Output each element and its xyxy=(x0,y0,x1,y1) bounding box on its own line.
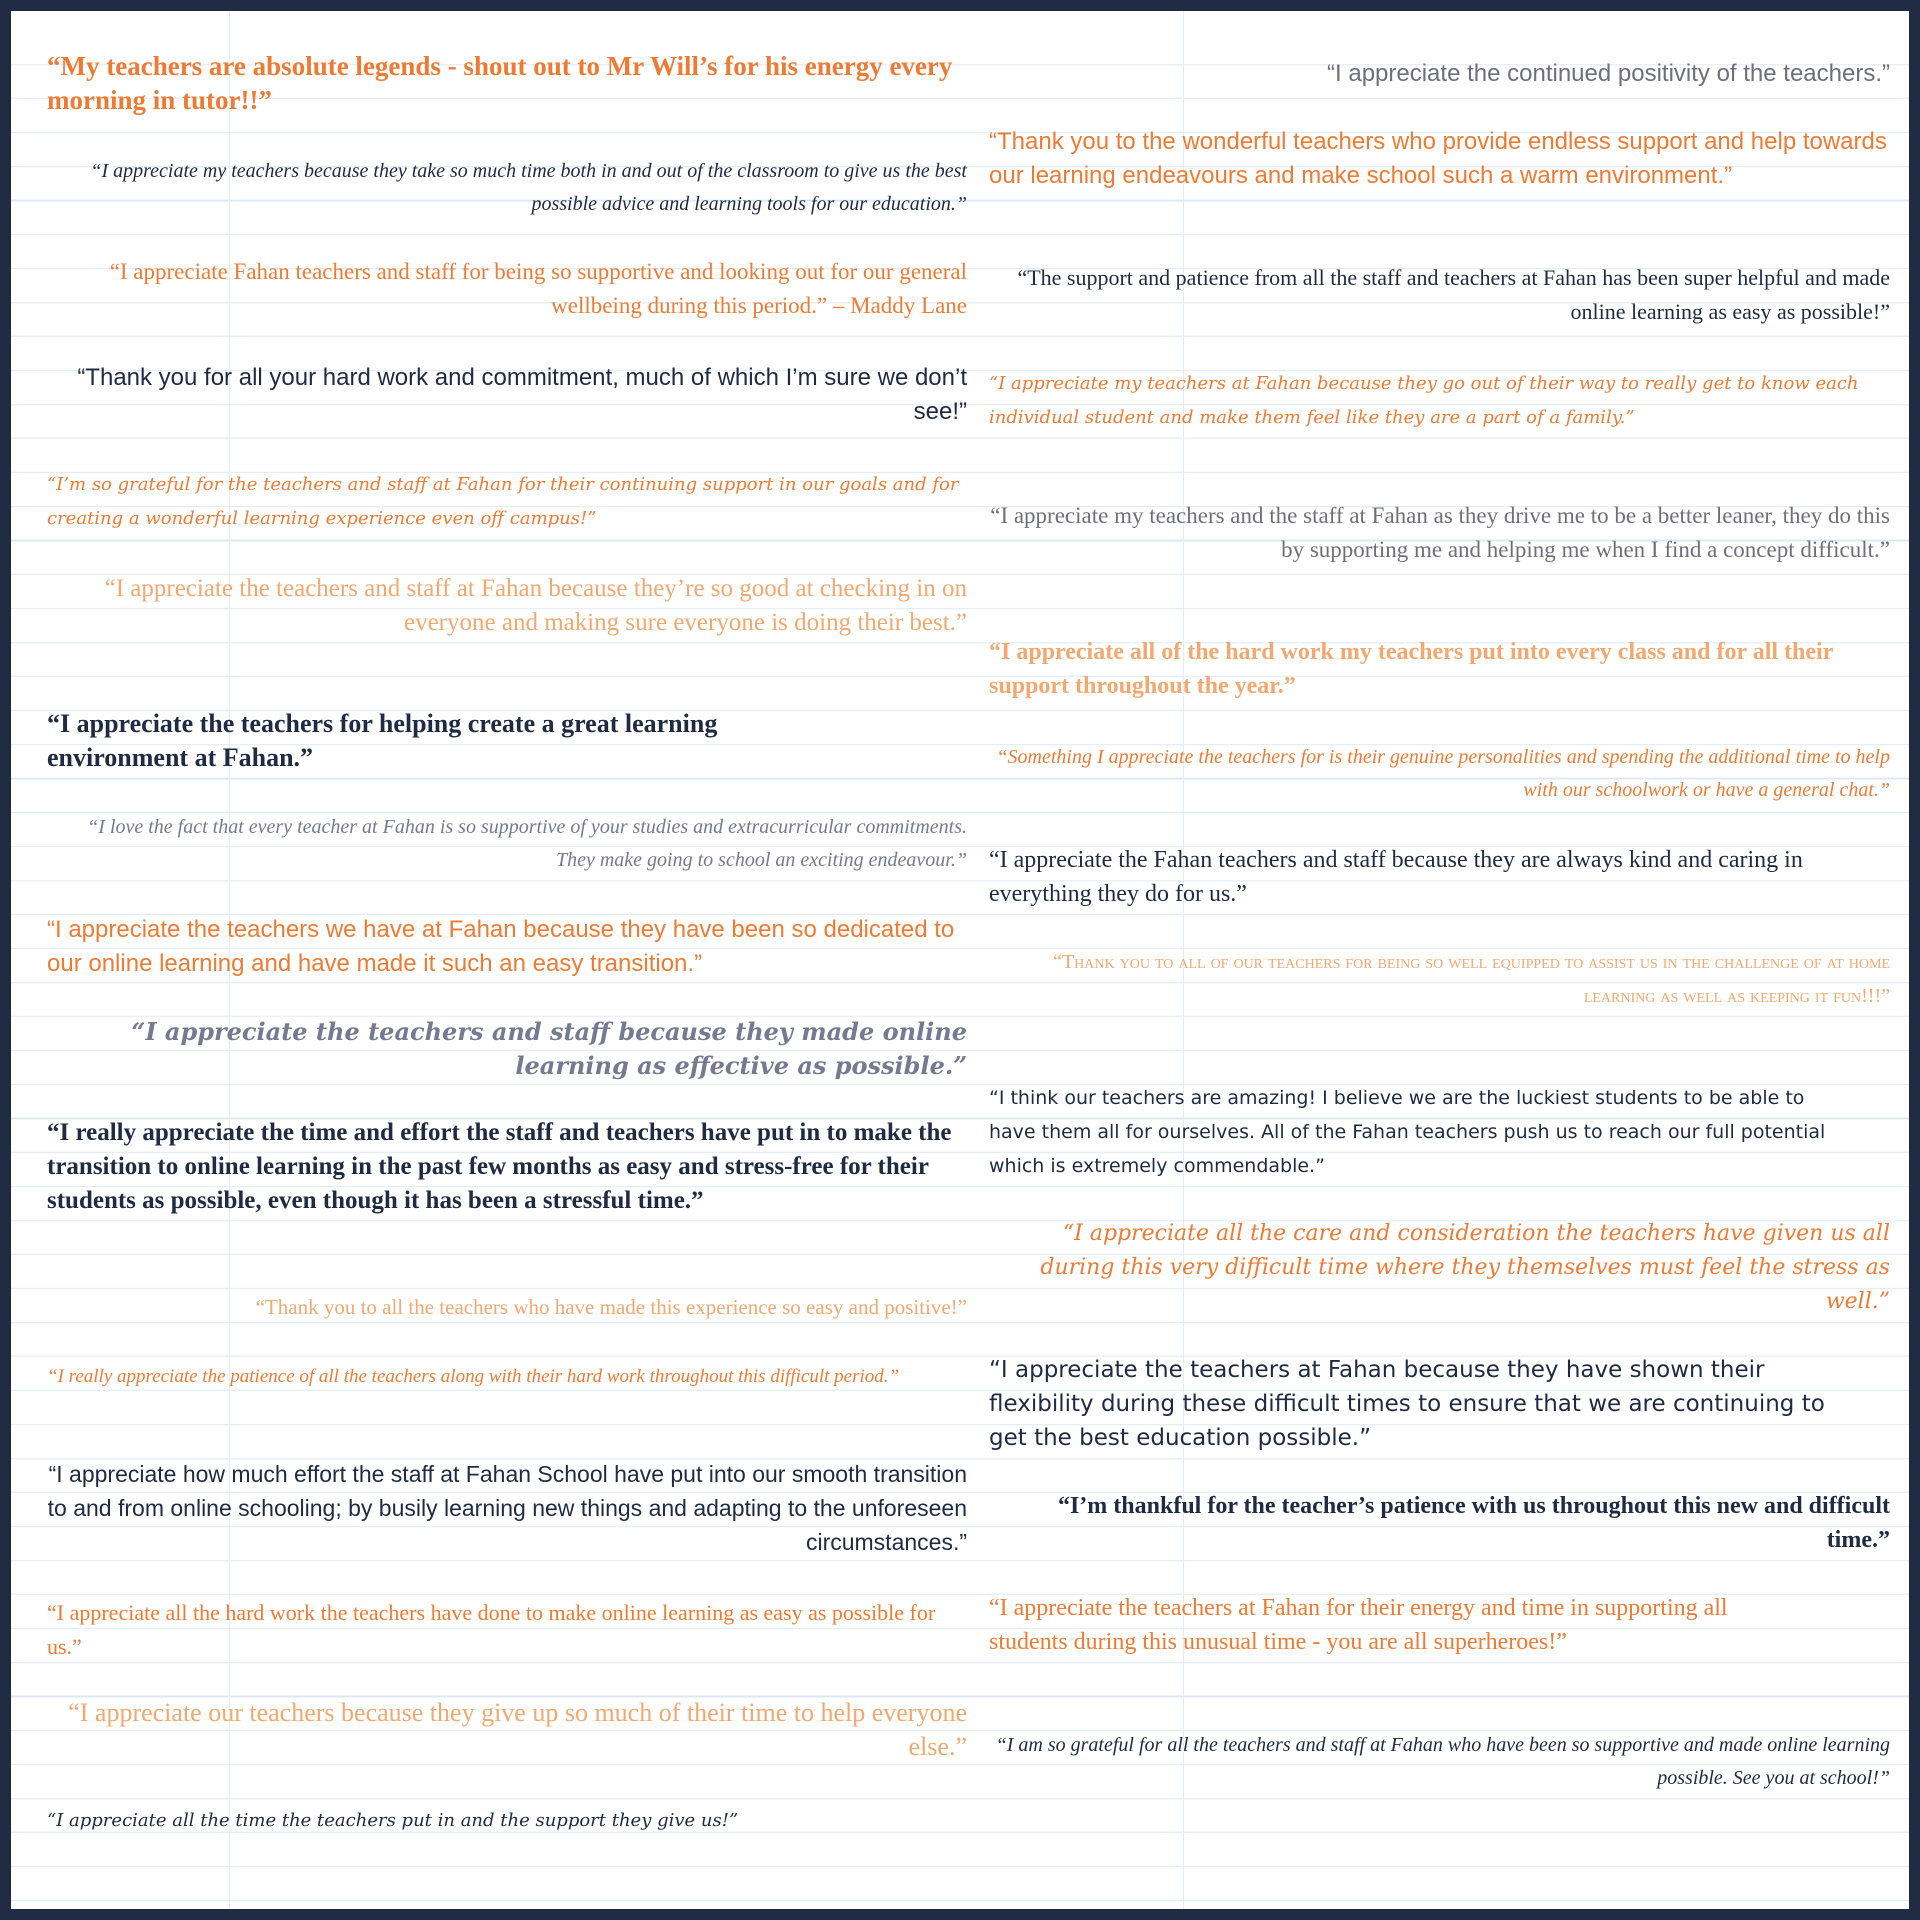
quote: “I appreciate the teachers we have at Fahan because they have been so dedicated to our online learning and have made it such an easy transition.” xyxy=(47,916,955,977)
quote: “I appreciate the continued positivity of the teachers.” xyxy=(1327,60,1890,87)
quote: “I appreciate my teachers and the staff at Fahan as they drive me to be a better leaner, they do this by supporting me and helping me when I find a concept difficult.” xyxy=(990,503,1890,562)
quote: “I think our teachers are amazing! I believe we are the luckiest students to be able to have them all for ourselves. All of the Fahan teachers push us to reach our full potential which is extremely commendable.” xyxy=(989,1087,1826,1177)
quote: “I’m so grateful for the teachers and staff at Fahan for their continuing support in our goals and for creating a wonderful learning experience even off campus!” xyxy=(47,474,959,529)
quote: “I love the fact that every teacher at Fahan is so supportive of your studies and extracurricular commitments. They make going to school an exciting endeavour.” xyxy=(87,816,967,871)
quote: “I appreciate Fahan teachers and staff for being so supportive and looking out for our general wellbeing during this period.” – Maddy Lane xyxy=(109,259,967,318)
quote: “I appreciate all the time the teachers put in and the support they give us!” xyxy=(47,1810,739,1831)
quote: “I appreciate the Fahan teachers and staff because they are always kind and caring in everything they do for us.” xyxy=(989,847,1803,907)
quote: “Thank you to all of our teachers for being so well equipped to assist us in the challenge of at home learning as well as keeping it fun!!!” xyxy=(1053,951,1890,1007)
quote: “My teachers are absolute legends - shout out to Mr Will’s for his energy every morning in tutor!!” xyxy=(47,51,953,115)
quote: “I appreciate all the care and consideration the teachers have given us all during this very difficult time where they themselves must feel the stress as well.” xyxy=(1040,1221,1890,1314)
quote: “I appreciate how much effort the staff at Fahan School have put into our smooth transition to and from online schooling; by busily learning new things and adapting to the unforeseen circumstances.” xyxy=(47,1461,967,1555)
quote: “I really appreciate the time and effort the staff and teachers have put in to make the transition to online learning in the past few months as easy and stress-free for their students as possible, even though it has been a stressful time.” xyxy=(47,1119,952,1214)
quote: “I appreciate my teachers because they take so much time both in and out of the classroom to give us the best possible advice and learning tools for our education.” xyxy=(90,160,967,215)
quote: “The support and patience from all the staff and teachers at Fahan has been super helpful and made online learning as easy as possible!” xyxy=(1017,265,1890,324)
quote: “I really appreciate the patience of all the teachers along with their hard work throughout this difficult period.” xyxy=(47,1366,900,1387)
quote: “I appreciate all of the hard work my teachers put into every class and for all their support throughout the year.” xyxy=(989,639,1833,699)
quote: “Thank you to all the teachers who have made this experience so easy and positive!” xyxy=(255,1295,967,1319)
quote: “I appreciate all the hard work the teachers have done to make online learning as easy as possible for us.” xyxy=(47,1600,936,1659)
quote: “I appreciate the teachers and staff at Fahan because they’re so good at checking in on everyone and making sure everyone is doing their best.” xyxy=(104,575,967,636)
quote: “I appreciate the teachers at Fahan for their energy and time in supporting all students during this unusual time - you are all superheroes!” xyxy=(989,1595,1728,1655)
quote: “Thank you for all your hard work and commitment, much of which I’m sure we don’t see!” xyxy=(77,364,967,425)
quote: “I’m thankful for the teacher’s patience with us throughout this new and difficult time.” xyxy=(1057,1493,1890,1553)
quote: “Thank you to the wonderful teachers who provide endless support and help towards our learning endeavours and make school such a warm environment.” xyxy=(989,128,1887,189)
quote: “I am so grateful for all the teachers and staff at Fahan who have been so supportive and made online learning possible. See you at school!” xyxy=(995,1734,1890,1789)
quote: “I appreciate our teachers because they give up so much of their time to help everyone else.” xyxy=(68,1698,967,1761)
quote: “Something I appreciate the teachers for is their genuine personalities and spending the additional time to help with our schoolwork or have a general chat.” xyxy=(996,746,1890,801)
quote: “I appreciate the teachers and staff because they made online learning as effective as possible.” xyxy=(131,1017,967,1080)
quote: “I appreciate the teachers for helping create a great learning environment at Fahan.” xyxy=(47,709,718,772)
quote: “I appreciate my teachers at Fahan because they go out of their way to really get to know each individual student and make them feel like they are a part of a family.” xyxy=(989,373,1859,428)
quote: “I appreciate the teachers at Fahan because they have shown their flexibility during these difficult times to ensure that we are continuing to get the best education possible.” xyxy=(989,1357,1825,1451)
